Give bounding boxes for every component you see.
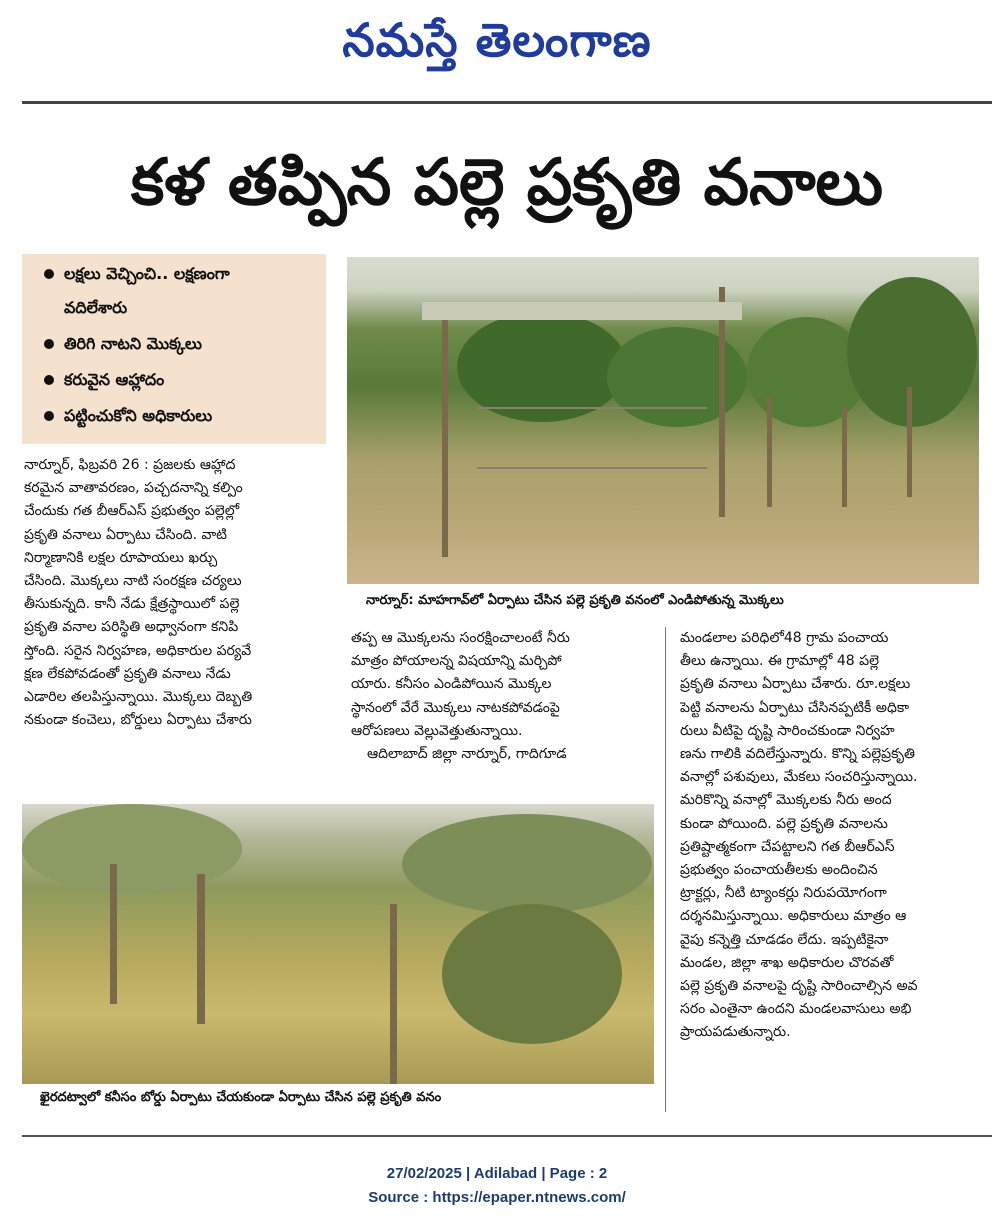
highlight-item [32, 406, 316, 426]
text-line: పల్లె ప్రకృతి వనాలపై దృష్టి సారించాల్సిన అవ [680, 978, 918, 995]
text-line: మరికొన్ని వనాల్లో మొక్కలకు నీరు అంద [680, 792, 892, 809]
text-line: తీలు ఉన్నాయి. ఈ గ్రామాల్లో 48 పల్లె [680, 653, 880, 670]
text-line: ప్రకృతి వనాలు ఏర్పాటు చేసింది. వాటి [24, 526, 227, 543]
photo1-caption: నార్నూర్: మాహగావ్‌లో ఏర్పాటు చేసిన పల్లె ప్రకృతి వనంలో ఎండిపోతున్న మొక్కలు [366, 593, 784, 608]
article-column-3 [680, 627, 980, 1045]
text-line: ప్రాయపడుతున్నారు. [680, 1024, 791, 1041]
text-line: చేందుకు గత బీఆర్‌ఎస్ ప్రభుత్వం పల్లెల్లో [24, 503, 240, 520]
bullet-icon [44, 375, 54, 385]
highlight-item [32, 264, 316, 318]
photo-nature-park-no-board [22, 804, 654, 1084]
source-link: Source : https://epaper.ntnews.com/ [368, 1189, 626, 1206]
bullet-icon [44, 339, 54, 349]
highlight-text: పట్టించుకోని అధికారులు [64, 406, 213, 425]
text-line: ఆదిలాబాద్ జిల్లా నార్నూర్, గాదిగూడ [367, 746, 567, 763]
text-line: పెట్టి వనాలను ఏర్పాటు చేసినప్పటికీ అధికా [680, 699, 910, 716]
highlight-item [32, 370, 316, 390]
masthead-logo: నమస్తే తెలంగాణ [342, 13, 652, 67]
masthead [0, 8, 994, 72]
article-column-2 [351, 627, 656, 766]
text-line: కుండా పోయింది. పల్లె ప్రకృతి వనాలను [680, 815, 888, 832]
text-line: తప్ప ఆ మొక్కలను సంరక్షించాలంటే నీరు [351, 630, 570, 646]
text-line: ప్రతిష్టాత్మకంగా చేపట్టాలని గత బీఆర్‌ఎస్ [680, 838, 895, 855]
text-line: ఎడారిల తలపిస్తున్నాయి. మొక్కలు దెబ్బతి [24, 689, 253, 706]
text-line: ణను గాలికి వదిలేస్తున్నారు. కొన్ని పల్లెప్రకృతి [680, 746, 915, 763]
text-line: ప్రభుత్వం పంచాయతీలకు అందించిన [680, 862, 878, 879]
text-line: మండలాల పరిధిలో48 గ్రామ పంచాయ [680, 630, 889, 646]
article-column-1 [24, 454, 336, 732]
bullet-icon [44, 269, 54, 279]
text-line: నకుండా కంచెలు, బోర్డులు ఏర్పాటు చేశారు [24, 712, 252, 729]
highlight-item [32, 334, 316, 354]
text-line: వనాల్లో పశువులు, మేకలు సంచరిస్తున్నాయి. [680, 769, 918, 786]
highlights-box [22, 254, 326, 444]
text-line: యారు. కనీసం ఎండిపోయిన మొక్కల [351, 676, 552, 693]
text-line: రులు వీటిపై దృష్టి సారించకుండా నిర్వహ [680, 722, 895, 739]
highlight-text-cont: వదిలేశారు [64, 298, 128, 317]
text-line: స్థానంలో వేరే మొక్కలు నాటకపోవడంపై [351, 699, 560, 716]
column-divider [665, 627, 666, 1112]
edition-info: 27/02/2025 | Adilabad | Page : 2 [386, 1165, 608, 1182]
text-line: సరం ఎంతైనా ఉందని మండలవాసులు అభి [680, 1001, 912, 1018]
article-headline: కళ తప్పిన పల్లె ప్రకృతి వనాలు [130, 146, 884, 220]
photo2-caption: ఖైరదట్వాలో కనీసం బోర్డు ఏర్పాటు చేయకుండా ఏర్పాటు చేసిన పల్లె ప్రకృతి వనం [40, 1090, 442, 1105]
text-line: క్షణ లేకపోవడంతో ప్రకృతి వనాలు నేడు [24, 665, 231, 682]
text-line: కరమైన వాతావరణం, పచ్చదనాన్ని కల్పిం [24, 480, 243, 497]
highlight-text: లక్షలు వెచ్చించి.. లక్షణంగా [64, 264, 230, 283]
text-line: తీసుకున్నది. కానీ నేడు క్షేత్రస్థాయిలో పల్లె [24, 596, 240, 613]
text-line: చేసింది. మొక్కలు నాటి సంరక్షణ చర్యలు [24, 573, 242, 590]
text-line: వైపు కన్నెత్తి చూడడం లేదు. ఇప్పటికైనా [680, 931, 889, 948]
text-line: స్తోంది. సరైన నిర్వహణ, అధికారుల పర్యవే [24, 642, 252, 659]
bullet-icon [44, 411, 54, 421]
text-line: ప్రకృతి వనాల పరిస్థితి అధ్వానంగా కనిపి [24, 619, 239, 636]
text-line: నార్నూర్, ఫిబ్రవరి 26 : ప్రజలకు ఆహ్లాద [24, 457, 236, 473]
highlight-text: కరువైన ఆహ్లాదం [64, 370, 165, 389]
bottom-divider [22, 1135, 992, 1137]
text-line: మాత్రం పోయాలన్న విషయాన్ని మర్చిపో [351, 653, 562, 670]
text-line: మండల, జిల్లా శాఖ అధికారుల చొరవతో [680, 954, 894, 971]
text-line: ప్రకృతి వనాలు ఏర్పాటు చేశారు. రూ.లక్షలు [680, 676, 911, 693]
text-line: ట్రాక్టర్లు, నీటి ట్యాంకర్లు నిరుపయోగంగా [680, 885, 887, 902]
text-line: ఆరోపణలు వెల్లువెత్తుతున్నాయి. [351, 722, 523, 739]
top-divider [22, 101, 992, 104]
text-line: నిర్మాణానికి లక్షల రూపాయలు ఖర్చు [24, 549, 218, 566]
photo-nature-park-fenced [347, 257, 979, 584]
highlight-text: తిరిగి నాటని మొక్కలు [64, 334, 202, 353]
text-line: దర్శనమిస్తున్నాయి. అధికారులు మాత్రం ఆ [680, 908, 907, 925]
